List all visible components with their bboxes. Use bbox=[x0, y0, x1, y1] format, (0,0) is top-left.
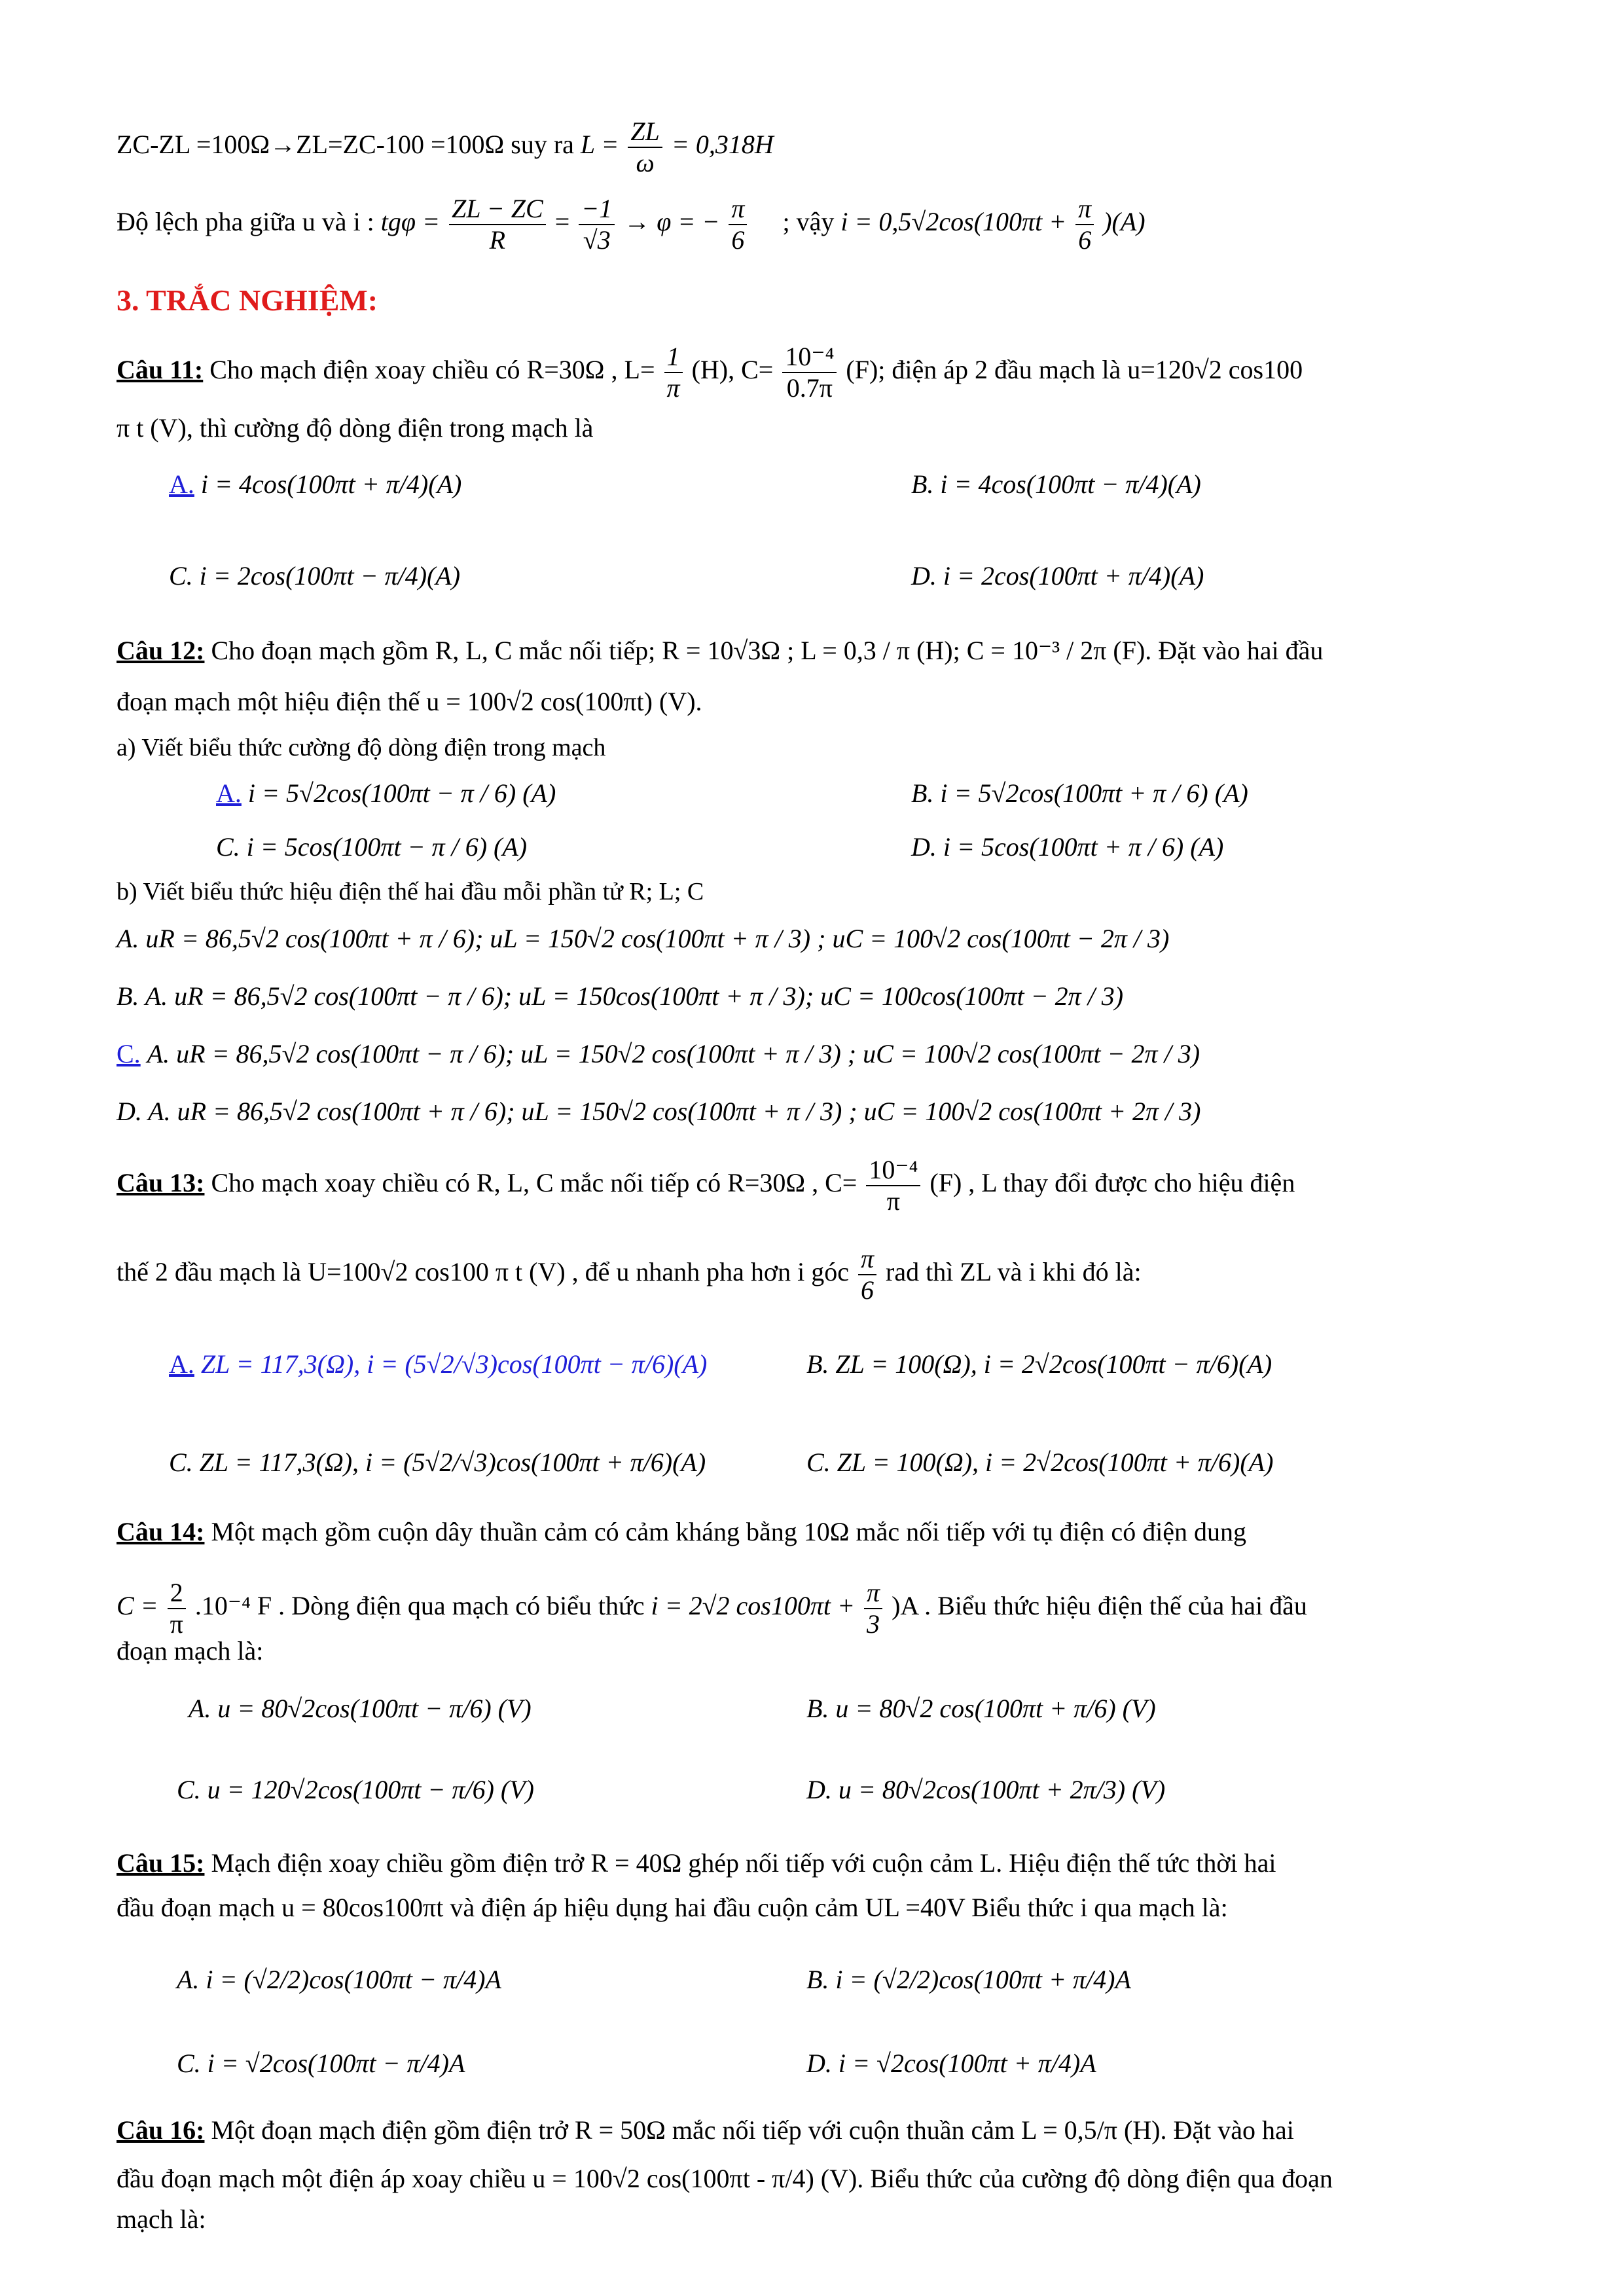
q12-stem-line-1: Câu 12: Cho đoạn mạch gồm R, L, C mắc nối tiếp; R = 10√3Ω ; L = 0,3 / π (H); C = 10⁻³ / 2π (F). Đặt vào hai đầu bbox=[117, 636, 1324, 665]
q13-option-d[interactable]: C. ZL = 100(Ω), i = 2√2cos(100πt + π/6)(A) bbox=[806, 1448, 1274, 1477]
q11-stem-line-1: Câu 11: Cho mạch điện xoay chiều có R=30Ω , L= $\frac{1}{\pi}$ (H), C= $\frac{\text{10⁻⁴}}{0.7\pi}$ (F); điện áp 2 đầu mạch là u=120√2 cos100 bbox=[117, 342, 1303, 403]
q14-stem-line-2: C = $\frac{2}{\pi}$ .10⁻⁴ F . Dòng điện qua mạch có biểu thức i = 2√2 cos100πt + $\frac{\pi}{3}$ )A . Biểu thức hiệu điện thế của hai đầu bbox=[117, 1578, 1307, 1639]
q15-option-b[interactable]: B. i = (√2/2)cos(100πt + π/4)A bbox=[806, 1965, 1131, 1994]
q12b-option-b[interactable]: B. A. uR = 86,5√2 cos(100πt − π / 6); uL = 150cos(100πt + π / 3); uC = 100cos(100πt − 2π / 3) bbox=[117, 981, 1124, 1011]
q12b-option-d[interactable]: D. A. uR = 86,5√2 cos(100πt + π / 6); uL = 150√2 cos(100πt + π / 3) ; uC = 100√2 cos(100πt + 2π / 3) bbox=[117, 1097, 1201, 1126]
q14-option-a[interactable]: A. u = 80√2cos(100πt − π/6) (V) bbox=[189, 1694, 532, 1723]
intro-line-1: ZC-ZL =100Ω→ZL=ZC-100 =100Ω suy ra L = $\frac{ZL}{\omega}$ = 0,318H bbox=[117, 117, 774, 177]
q12b-option-a[interactable]: A. uR = 86,5√2 cos(100πt + π / 6); uL = 150√2 cos(100πt + π / 3) ; uC = 100√2 cos(100πt − 2π / 3) bbox=[117, 924, 1170, 953]
q15-option-d[interactable]: D. i = √2cos(100πt + π/4)A bbox=[806, 2049, 1096, 2078]
q11-option-c[interactable]: C. i = 2cos(100πt − π/4)(A) bbox=[169, 561, 461, 591]
q11-option-a[interactable]: A. i = 4cos(100πt + π/4)(A) bbox=[169, 469, 462, 499]
intro-line-2: Độ lệch pha giữa u và i : tgφ = $\frac{ZL - ZC}{R}$ = $\frac{-1}{√3}$ → φ = − $\frac{\pi}{6}$ ; vậy i = 0,5√2cos(100πt + $\frac{\pi}{6}$ )(A) bbox=[117, 194, 1146, 255]
q14-stem-line-3: đoạn mạch là: bbox=[117, 1636, 264, 1666]
q16-stem-line-1: Câu 16: Một đoạn mạch điện gồm điện trở R = 50Ω mắc nối tiếp với cuộn thuần cảm L = 0,5/π (H). Đặt vào hai bbox=[117, 2115, 1294, 2145]
section-title: 3. TRẮC NGHIỆM: bbox=[117, 283, 378, 317]
q12a-option-a[interactable]: A. i = 5√2cos(100πt − π / 6) (A) bbox=[216, 778, 556, 808]
q16-stem-line-3: mạch là: bbox=[117, 2204, 206, 2234]
q12a-option-b[interactable]: B. i = 5√2cos(100πt + π / 6) (A) bbox=[911, 778, 1248, 808]
q12b-option-c[interactable]: C. A. uR = 86,5√2 cos(100πt − π / 6); uL = 150√2 cos(100πt + π / 3) ; uC = 100√2 cos(100πt − 2π / 3) bbox=[117, 1039, 1200, 1068]
q15-stem-line-1: Câu 15: Mạch điện xoay chiều gồm điện trở R = 40Ω ghép nối tiếp với cuộn cảm L. Hiệu điện thế tức thời hai bbox=[117, 1848, 1276, 1878]
intro-fraction-zl-omega: $\frac{ZL}{\omega}$ bbox=[628, 117, 662, 178]
q15-option-a[interactable]: A. i = (√2/2)cos(100πt − π/4)A bbox=[177, 1965, 501, 1994]
q12a-option-c[interactable]: C. i = 5cos(100πt − π / 6) (A) bbox=[216, 832, 528, 862]
q14-option-c[interactable]: C. u = 120√2cos(100πt − π/6) (V) bbox=[177, 1775, 534, 1804]
q13-stem-line-2: thế 2 đầu mạch là U=100√2 cos100 π t (V) , để u nhanh pha hơn i góc $\frac{\pi}{6}$ rad thì ZL và i khi đó là: bbox=[117, 1244, 1142, 1305]
q16-stem-line-2: đầu đoạn mạch một điện áp xoay chiều u = 100√2 cos(100πt - π/4) (V). Biểu thức của cường độ dòng điện qua đoạn bbox=[117, 2164, 1333, 2193]
q14-option-b[interactable]: B. u = 80√2 cos(100πt + π/6) (V) bbox=[806, 1694, 1156, 1723]
q14-option-d[interactable]: D. u = 80√2cos(100πt + 2π/3) (V) bbox=[806, 1775, 1166, 1804]
q14-stem-line-1: Câu 14: Một mạch gồm cuộn dây thuần cảm có cảm kháng bằng 10Ω mắc nối tiếp với tụ điện có điện dung bbox=[117, 1517, 1247, 1546]
q11-option-b[interactable]: B. i = 4cos(100πt − π/4)(A) bbox=[911, 469, 1201, 499]
q11-stem-line-2: π t (V), thì cường độ dòng điện trong mạch là bbox=[117, 413, 594, 443]
q12-stem-line-2: đoạn mạch một hiệu điện thế u = 100√2 cos(100πt) (V). bbox=[117, 687, 702, 716]
q15-stem-line-2: đầu đoạn mạch u = 80cos100πt và điện áp hiệu dụng hai đầu cuộn cảm UL =40V Biểu thức i qua mạch là: bbox=[117, 1893, 1228, 1922]
q12-part-b-title: b) Viết biểu thức hiệu điện thế hai đầu mỗi phần tử R; L; C bbox=[117, 878, 704, 905]
q11-option-d[interactable]: D. i = 2cos(100πt + π/4)(A) bbox=[911, 561, 1204, 591]
q13-option-a[interactable]: A. ZL = 117,3(Ω), i = (5√2/√3)cos(100πt − π/6)(A) bbox=[169, 1349, 708, 1379]
q12-part-a-title: a) Viết biểu thức cường độ dòng điện trong mạch bbox=[117, 734, 606, 761]
q15-option-c[interactable]: C. i = √2cos(100πt − π/4)A bbox=[177, 2049, 465, 2078]
q13-option-b[interactable]: B. ZL = 100(Ω), i = 2√2cos(100πt − π/6)(A) bbox=[806, 1349, 1272, 1379]
q13-option-c[interactable]: C. ZL = 117,3(Ω), i = (5√2/√3)cos(100πt + π/6)(A) bbox=[169, 1448, 706, 1477]
q12a-option-d[interactable]: D. i = 5cos(100πt + π / 6) (A) bbox=[911, 832, 1224, 862]
q13-stem-line-1: Câu 13: Cho mạch xoay chiều có R, L, C mắc nối tiếp có R=30Ω , C= $\frac{\text{10⁻⁴}}{\pi}$ (F) , L thay đổi được cho hiệu điện bbox=[117, 1155, 1295, 1216]
